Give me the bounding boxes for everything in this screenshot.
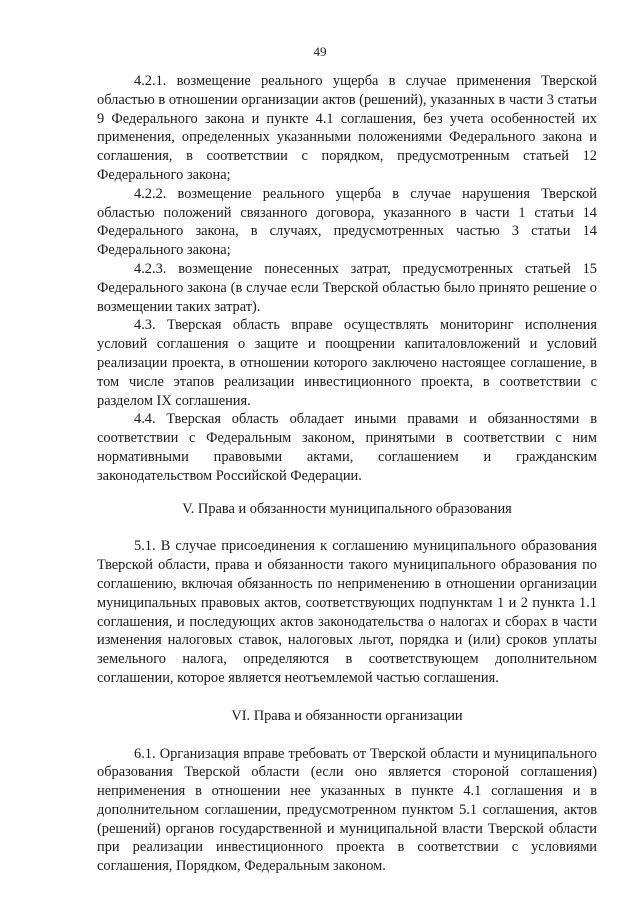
page-number: 49 <box>313 44 327 59</box>
spacer <box>97 486 597 500</box>
section-heading-v: V. Права и обязанности муниципального образования <box>182 500 512 517</box>
paragraph-4-2-1: 4.2.1. возмещение реального ущерба в случае применения Тверской областью в отношении организации актов (решений), указанных в части 3 статьи 9 Федерального закона и пункте 4.1 соглашения, без учета особенностей их применения, определенных указанными положениями Федерального закона и соглашения, в соответствии с порядком, предусмотренным статьей 12 Федерального закона; <box>97 73 597 183</box>
paragraph-4-4: 4.4. Тверская область обладает иными правами и обязанностями в соответствии с Федеральным законом, принятыми в соответствии с ним нормативными правовыми актами, соглашением и гражданским законодательством Российской Федерации. <box>97 411 597 484</box>
paragraph-6-1: 6.1. Организация вправе требовать от Тверской области и муниципального образования Тверской области (если оно является стороной соглашения) неприменения в отношении нее указанных в пункте 4.1 соглашения и в дополнительном соглашении, предусмотренном пунктом 5.1 соглашения, актов (решений) органов государственной и муниципальной власти Тверской области при реализации инвестиционного проекта в соответствии с условиями соглашения, Порядком, Федеральным законом. <box>97 745 597 875</box>
spacer <box>97 688 597 707</box>
paragraph-4-2-3: 4.2.3. возмещение понесенных затрат, предусмотренных статьей 15 Федерального закона (в случае если Тверской областью было принято решение о возмещении таких затрат). <box>97 260 597 315</box>
spacer <box>97 518 597 537</box>
paragraph-5-1: 5.1. В случае присоединения к соглашению муниципального образования Тверской области, права и обязанности такого муниципального образования по соглашению, включая обязанность по неприменению в отношении организации муниципальных правовых актов, соответствующих подпунктам 1 и 2 пункта 1.1 соглашения, и последующих актов законодательства о налогах и сборах в части изменения налоговых ставок, налоговых льгот, порядка и (или) сроков уплаты земельного налога, определяются в соответствующем дополнительном соглашении, которое является неотъемлемой частью соглашения. <box>97 538 597 686</box>
paragraph-4-3: 4.3. Тверская область вправе осуществлять мониторинг исполнения условий соглашения о защите и поощрении капиталовложений и условий реализации проекта, в отношении которого заключено настоящее соглашение, в том числе этапов реализации инвестиционного проекта, в соответствии с разделом IX соглашения. <box>97 317 597 409</box>
spacer <box>97 726 597 745</box>
document-body <box>97 72 597 876</box>
paragraph-4-2-2: 4.2.2. возмещение реального ущерба в случае нарушения Тверской областью положений связанного договора, указанного в части 1 статьи 14 Федерального закона, в случаях, предусмотренных частью 3 статьи 14 Федерального закона; <box>97 185 597 259</box>
section-heading-vi: VI. Права и обязанности организации <box>231 707 463 724</box>
